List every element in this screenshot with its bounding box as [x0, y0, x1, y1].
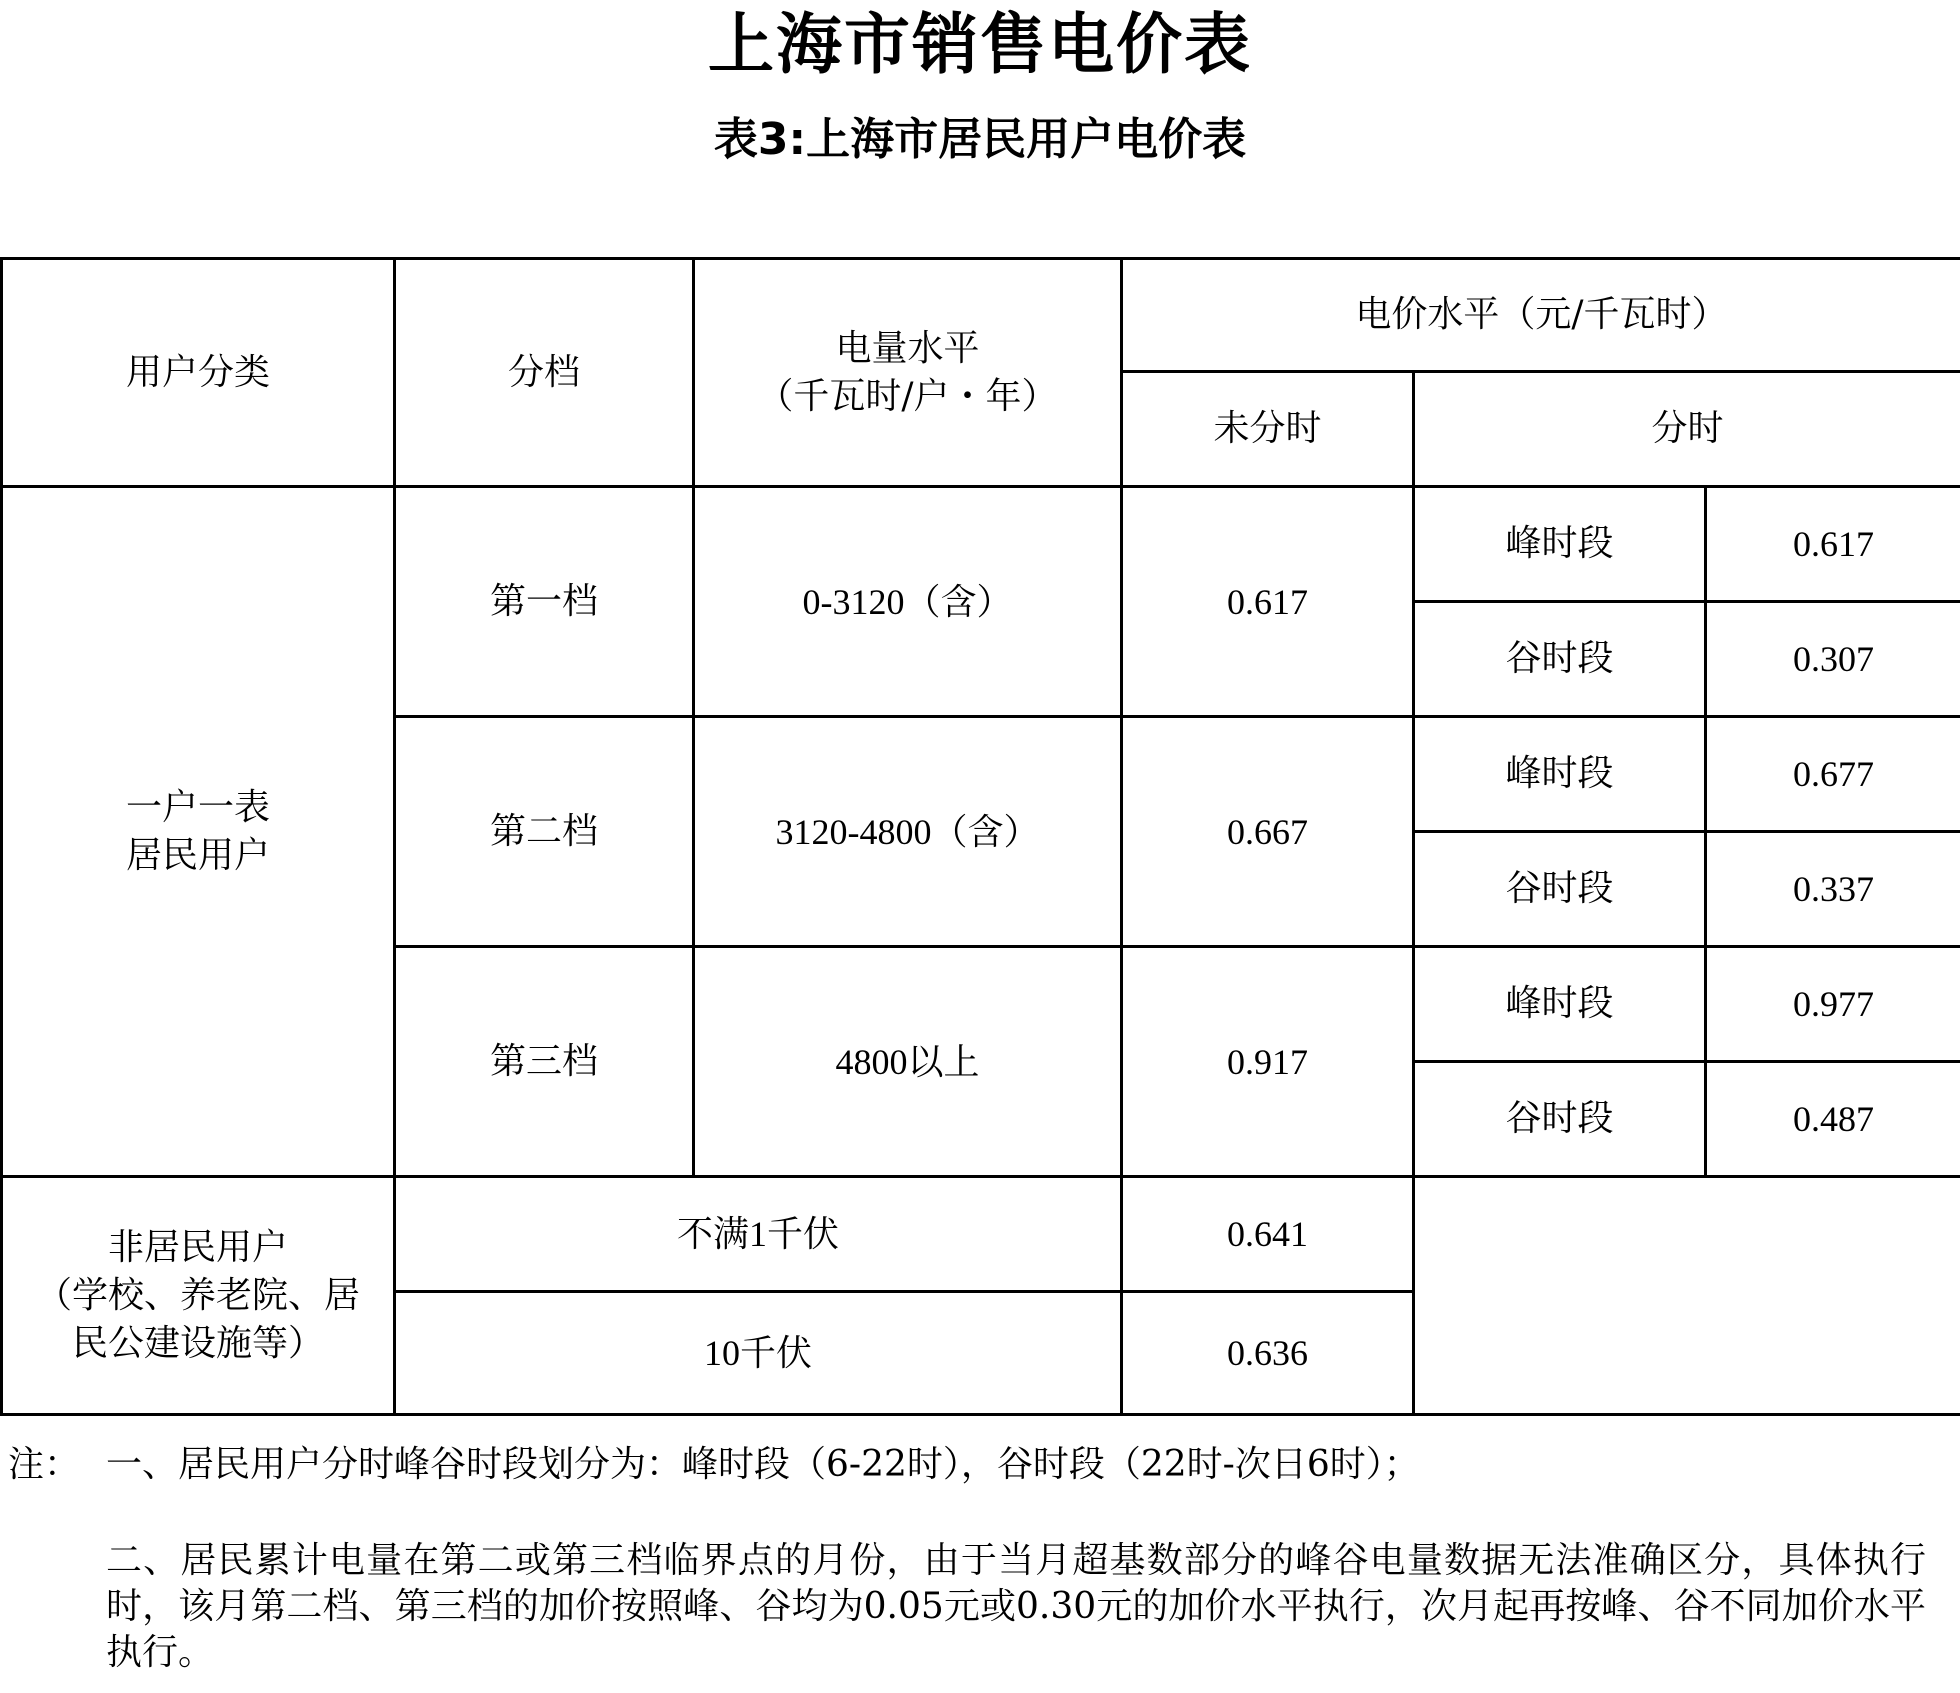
tariff-table [0, 257, 1960, 1416]
non-residential-category-line1: 非居民用户 [107, 1226, 288, 1268]
empty-tou-cell [1414, 1177, 1960, 1415]
valley-price: 0.307 [1706, 602, 1960, 717]
header-user-category: 用户分类 [2, 259, 395, 487]
note-item-1: 一、居民用户分时峰谷时段划分为：峰时段（6-22时），谷时段（22时-次日6时）； [106, 1444, 1420, 1485]
voltage-level: 不满1千伏 [395, 1177, 1122, 1292]
peak-price: 0.977 [1706, 947, 1960, 1062]
valley-label: 谷时段 [1414, 832, 1706, 947]
notes-label: 注： [8, 1444, 81, 1485]
valley-label: 谷时段 [1414, 602, 1706, 717]
tier-flat-price: 0.617 [1122, 487, 1414, 717]
tier-volume: 3120-4800（含） [694, 717, 1122, 947]
valley-label: 谷时段 [1414, 1062, 1706, 1177]
peak-label: 峰时段 [1414, 717, 1706, 832]
header-volume-line1: 电量水平 [835, 327, 980, 369]
peak-price: 0.617 [1706, 487, 1960, 602]
page-title: 上海市销售电价表 [708, 6, 1252, 83]
table-row [2, 487, 1960, 602]
non-residential-category-line2: （学校、养老院、居 [35, 1274, 360, 1316]
table-row [2, 1177, 1960, 1292]
table-subtitle: 表3:上海市居民用户电价表 [713, 114, 1247, 165]
header-volume-line2: （千瓦时/户・年） [757, 375, 1058, 417]
peak-price: 0.677 [1706, 717, 1960, 832]
tier-name: 第三档 [395, 947, 694, 1177]
voltage-level: 10千伏 [395, 1292, 1122, 1415]
non-residential-flat-price: 0.641 [1122, 1177, 1414, 1292]
tier-volume: 4800以上 [694, 947, 1122, 1177]
residential-category-cell [2, 487, 395, 1177]
residential-category-line1: 一户一表 [125, 786, 270, 828]
header-no-tou: 未分时 [1122, 372, 1414, 487]
header-price-level: 电价水平（元/千瓦时） [1122, 259, 1960, 372]
header-row-1 [2, 259, 1960, 372]
header-tier: 分档 [395, 259, 694, 487]
header-volume [694, 259, 1122, 487]
tier-name: 第一档 [395, 487, 694, 717]
tier-volume: 0-3120（含） [694, 487, 1122, 717]
non-residential-category-cell [2, 1177, 395, 1415]
valley-price: 0.487 [1706, 1062, 1960, 1177]
header-tou: 分时 [1414, 372, 1960, 487]
tier-flat-price: 0.667 [1122, 717, 1414, 947]
valley-price: 0.337 [1706, 832, 1960, 947]
tier-flat-price: 0.917 [1122, 947, 1414, 1177]
note-item-2: 二、居民累计电量在第二或第三档临界点的月份，由于当月超基数部分的峰谷电量数据无法准确区分，具体执行时，该月第二档、第三档的加价按照峰、谷均为0.05元或0.30元的加价水平执行，次月起再按峰、谷不同加价水平执行。 [106, 1540, 1926, 1673]
non-residential-category-line3: 民公建设施等） [71, 1322, 324, 1364]
tier-name: 第二档 [395, 717, 694, 947]
peak-label: 峰时段 [1414, 947, 1706, 1062]
residential-category-line2: 居民用户 [125, 834, 270, 876]
peak-label: 峰时段 [1414, 487, 1706, 602]
non-residential-flat-price: 0.636 [1122, 1292, 1414, 1415]
